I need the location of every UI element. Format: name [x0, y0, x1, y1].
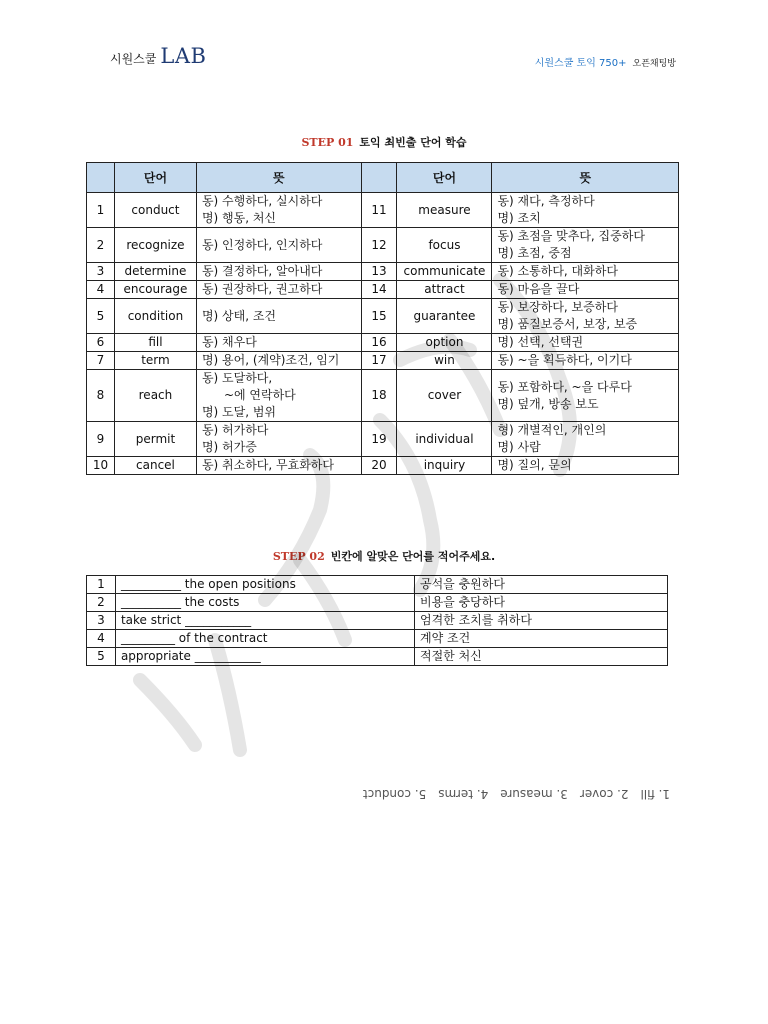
exercise-row	[87, 576, 668, 594]
meaning-line: 동) 보장하다, 보증하다	[497, 300, 618, 314]
word: win	[397, 352, 492, 370]
exercise-number: 1	[87, 576, 116, 594]
word-meaning	[196, 334, 361, 352]
meaning-line: 명) 선택, 선택권	[497, 335, 584, 349]
word-meaning	[492, 228, 679, 263]
brand-lab-text: LAB	[160, 44, 207, 68]
brand-logo	[110, 44, 206, 68]
vocabulary-row	[87, 263, 679, 281]
meaning-line: 동) 권장하다, 권고하다	[201, 282, 323, 296]
brand-korean-name: 시원스쿨	[110, 52, 157, 66]
word: inquiry	[397, 457, 492, 475]
exercise-row	[87, 612, 668, 630]
header-word-left: 단어	[114, 163, 196, 193]
vocabulary-row	[87, 228, 679, 263]
exercise-phrase: take strict ___________	[115, 612, 414, 630]
word-meaning	[196, 457, 361, 475]
word-meaning	[196, 370, 361, 422]
word: guarantee	[397, 299, 492, 334]
exercise-table	[86, 575, 668, 666]
word: condition	[114, 299, 196, 334]
word: individual	[397, 422, 492, 457]
word-meaning	[492, 299, 679, 334]
vocabulary-row	[87, 193, 679, 228]
word-number: 14	[361, 281, 397, 299]
exercise-row	[87, 648, 668, 666]
word-number: 9	[87, 422, 115, 457]
meaning-line: 동) 채우다	[201, 335, 257, 349]
answer-item: 4. terms	[438, 787, 489, 801]
header-meaning-left: 뜻	[196, 163, 361, 193]
meaning-line: 동) 수행하다, 실시하다	[201, 194, 323, 208]
exercise-number: 5	[87, 648, 116, 666]
course-name: 시원스쿨 토익 750+	[534, 58, 627, 69]
answer-item: 1. fill	[640, 787, 670, 801]
word-number: 18	[361, 370, 397, 422]
word: option	[397, 334, 492, 352]
word: permit	[114, 422, 196, 457]
word-number: 19	[361, 422, 397, 457]
header-meaning-right: 뜻	[492, 163, 679, 193]
word: encourage	[114, 281, 196, 299]
exercise-translation: 엄격한 조치를 취하다	[415, 612, 668, 630]
word-meaning	[196, 299, 361, 334]
step1-number: STEP 01	[301, 136, 354, 149]
vocabulary-row	[87, 457, 679, 475]
word-meaning	[492, 281, 679, 299]
vocabulary-table	[86, 162, 679, 475]
meaning-line: 동) 도달하다,	[201, 371, 273, 385]
word-number: 3	[87, 263, 115, 281]
answer-key	[362, 787, 670, 801]
word: attract	[397, 281, 492, 299]
word-meaning	[196, 263, 361, 281]
word-meaning	[492, 422, 679, 457]
header-number-left	[87, 163, 115, 193]
word-meaning	[492, 457, 679, 475]
word-number: 2	[87, 228, 115, 263]
meaning-line: 명) 덮개, 방송 보도	[497, 396, 599, 411]
vocabulary-row	[87, 370, 679, 422]
meaning-line: 명) 도달, 범위	[201, 405, 277, 419]
step2-title: 빈칸에 알맞은 단어를 적어주세요.	[330, 550, 496, 563]
step2-number: STEP 02	[272, 550, 325, 563]
meaning-line: 동) 소통하다, 대화하다	[497, 264, 618, 278]
exercise-number: 2	[87, 594, 116, 612]
exercise-translation: 공석을 충원하다	[415, 576, 668, 594]
word-meaning	[196, 281, 361, 299]
meaning-line: 동) 결정하다, 알아내다	[201, 264, 323, 278]
exercise-phrase: __________ the open positions	[115, 576, 414, 594]
meaning-line: 동) 초점을 맞추다, 집중하다	[497, 229, 645, 243]
meaning-line: 명) 초점, 중점	[497, 246, 572, 260]
meaning-line: 동) 재다, 측정하다	[497, 194, 595, 208]
vocabulary-row	[87, 422, 679, 457]
exercise-translation: 비용을 충당하다	[415, 594, 668, 612]
open-chat-label: 오픈채팅방	[632, 59, 676, 69]
word-number: 15	[361, 299, 397, 334]
exercise-number: 3	[87, 612, 116, 630]
meaning-line: 형) 개별적인, 개인의	[497, 423, 607, 437]
word: cancel	[114, 457, 196, 475]
word-number: 6	[87, 334, 115, 352]
word-number: 12	[361, 228, 397, 263]
meaning-line: 동) 포함하다, ~을 다루다	[497, 379, 632, 394]
meaning-line: 명) 행동, 처신	[201, 211, 277, 225]
word: cover	[397, 370, 492, 422]
vocabulary-row	[87, 352, 679, 370]
meaning-line: ~에 연락하다	[223, 388, 296, 402]
header-number-right	[361, 163, 397, 193]
word-meaning	[492, 352, 679, 370]
word: communicate	[397, 263, 492, 281]
exercise-number: 4	[87, 630, 116, 648]
word: measure	[397, 193, 492, 228]
header-right-label	[535, 54, 676, 69]
word: determine	[114, 263, 196, 281]
word-number: 17	[361, 352, 397, 370]
watermark-text: 시원스쿨	[0, 0, 4, 1]
exercise-row	[87, 630, 668, 648]
meaning-line: 동) 취소하다, 무효화하다	[201, 458, 334, 472]
exercise-phrase: _________ of the contract	[115, 630, 414, 648]
exercise-translation: 계약 조건	[415, 630, 668, 648]
word: focus	[397, 228, 492, 263]
exercise-row	[87, 594, 668, 612]
word-number: 10	[87, 457, 115, 475]
meaning-line: 명) 조치	[497, 211, 541, 225]
word-meaning	[196, 228, 361, 263]
word-meaning	[196, 422, 361, 457]
word-meaning	[196, 193, 361, 228]
word-number: 16	[361, 334, 397, 352]
word-number: 7	[87, 352, 115, 370]
meaning-line: 동) 인정하다, 인지하다	[201, 237, 323, 252]
word-meaning	[492, 263, 679, 281]
meaning-line: 동) 마음을 끌다	[497, 282, 580, 296]
meaning-line: 동) 허가하다	[201, 423, 269, 437]
word: recognize	[114, 228, 196, 263]
word-meaning	[196, 352, 361, 370]
word-number: 5	[87, 299, 115, 334]
word-meaning	[492, 370, 679, 422]
word: term	[114, 352, 196, 370]
word-number: 4	[87, 281, 115, 299]
meaning-line: 명) 사람	[497, 440, 541, 454]
header-word-right: 단어	[397, 163, 492, 193]
meaning-line: 명) 질의, 문의	[497, 458, 572, 472]
meaning-line: 명) 용어, (계약)조건, 임기	[201, 353, 340, 367]
answer-item: 3. measure	[500, 787, 568, 801]
answer-item: 5. conduct	[362, 787, 427, 801]
meaning-line: 명) 상태, 조건	[201, 308, 277, 323]
word: reach	[114, 370, 196, 422]
exercise-translation: 적절한 처신	[415, 648, 668, 666]
answer-item: 2. cover	[579, 787, 629, 801]
meaning-line: 명) 품질보증서, 보장, 보증	[497, 317, 638, 331]
vocabulary-row	[87, 299, 679, 334]
meaning-line: 동) ~을 획득하다, 이기다	[497, 353, 632, 367]
word-meaning	[492, 334, 679, 352]
vocabulary-header-row	[87, 163, 679, 193]
vocabulary-row	[87, 281, 679, 299]
word-number: 13	[361, 263, 397, 281]
step1-heading	[0, 134, 768, 150]
word-meaning	[492, 193, 679, 228]
word-number: 1	[87, 193, 115, 228]
word-number: 11	[361, 193, 397, 228]
word-number: 20	[361, 457, 397, 475]
word: conduct	[114, 193, 196, 228]
vocabulary-row	[87, 334, 679, 352]
step1-title: 토익 최빈출 단어 학습	[359, 136, 467, 149]
step2-heading	[0, 548, 768, 564]
exercise-phrase: appropriate ___________	[115, 648, 414, 666]
word-number: 8	[87, 370, 115, 422]
word: fill	[114, 334, 196, 352]
meaning-line: 명) 허가증	[201, 440, 257, 454]
exercise-phrase: __________ the costs	[115, 594, 414, 612]
